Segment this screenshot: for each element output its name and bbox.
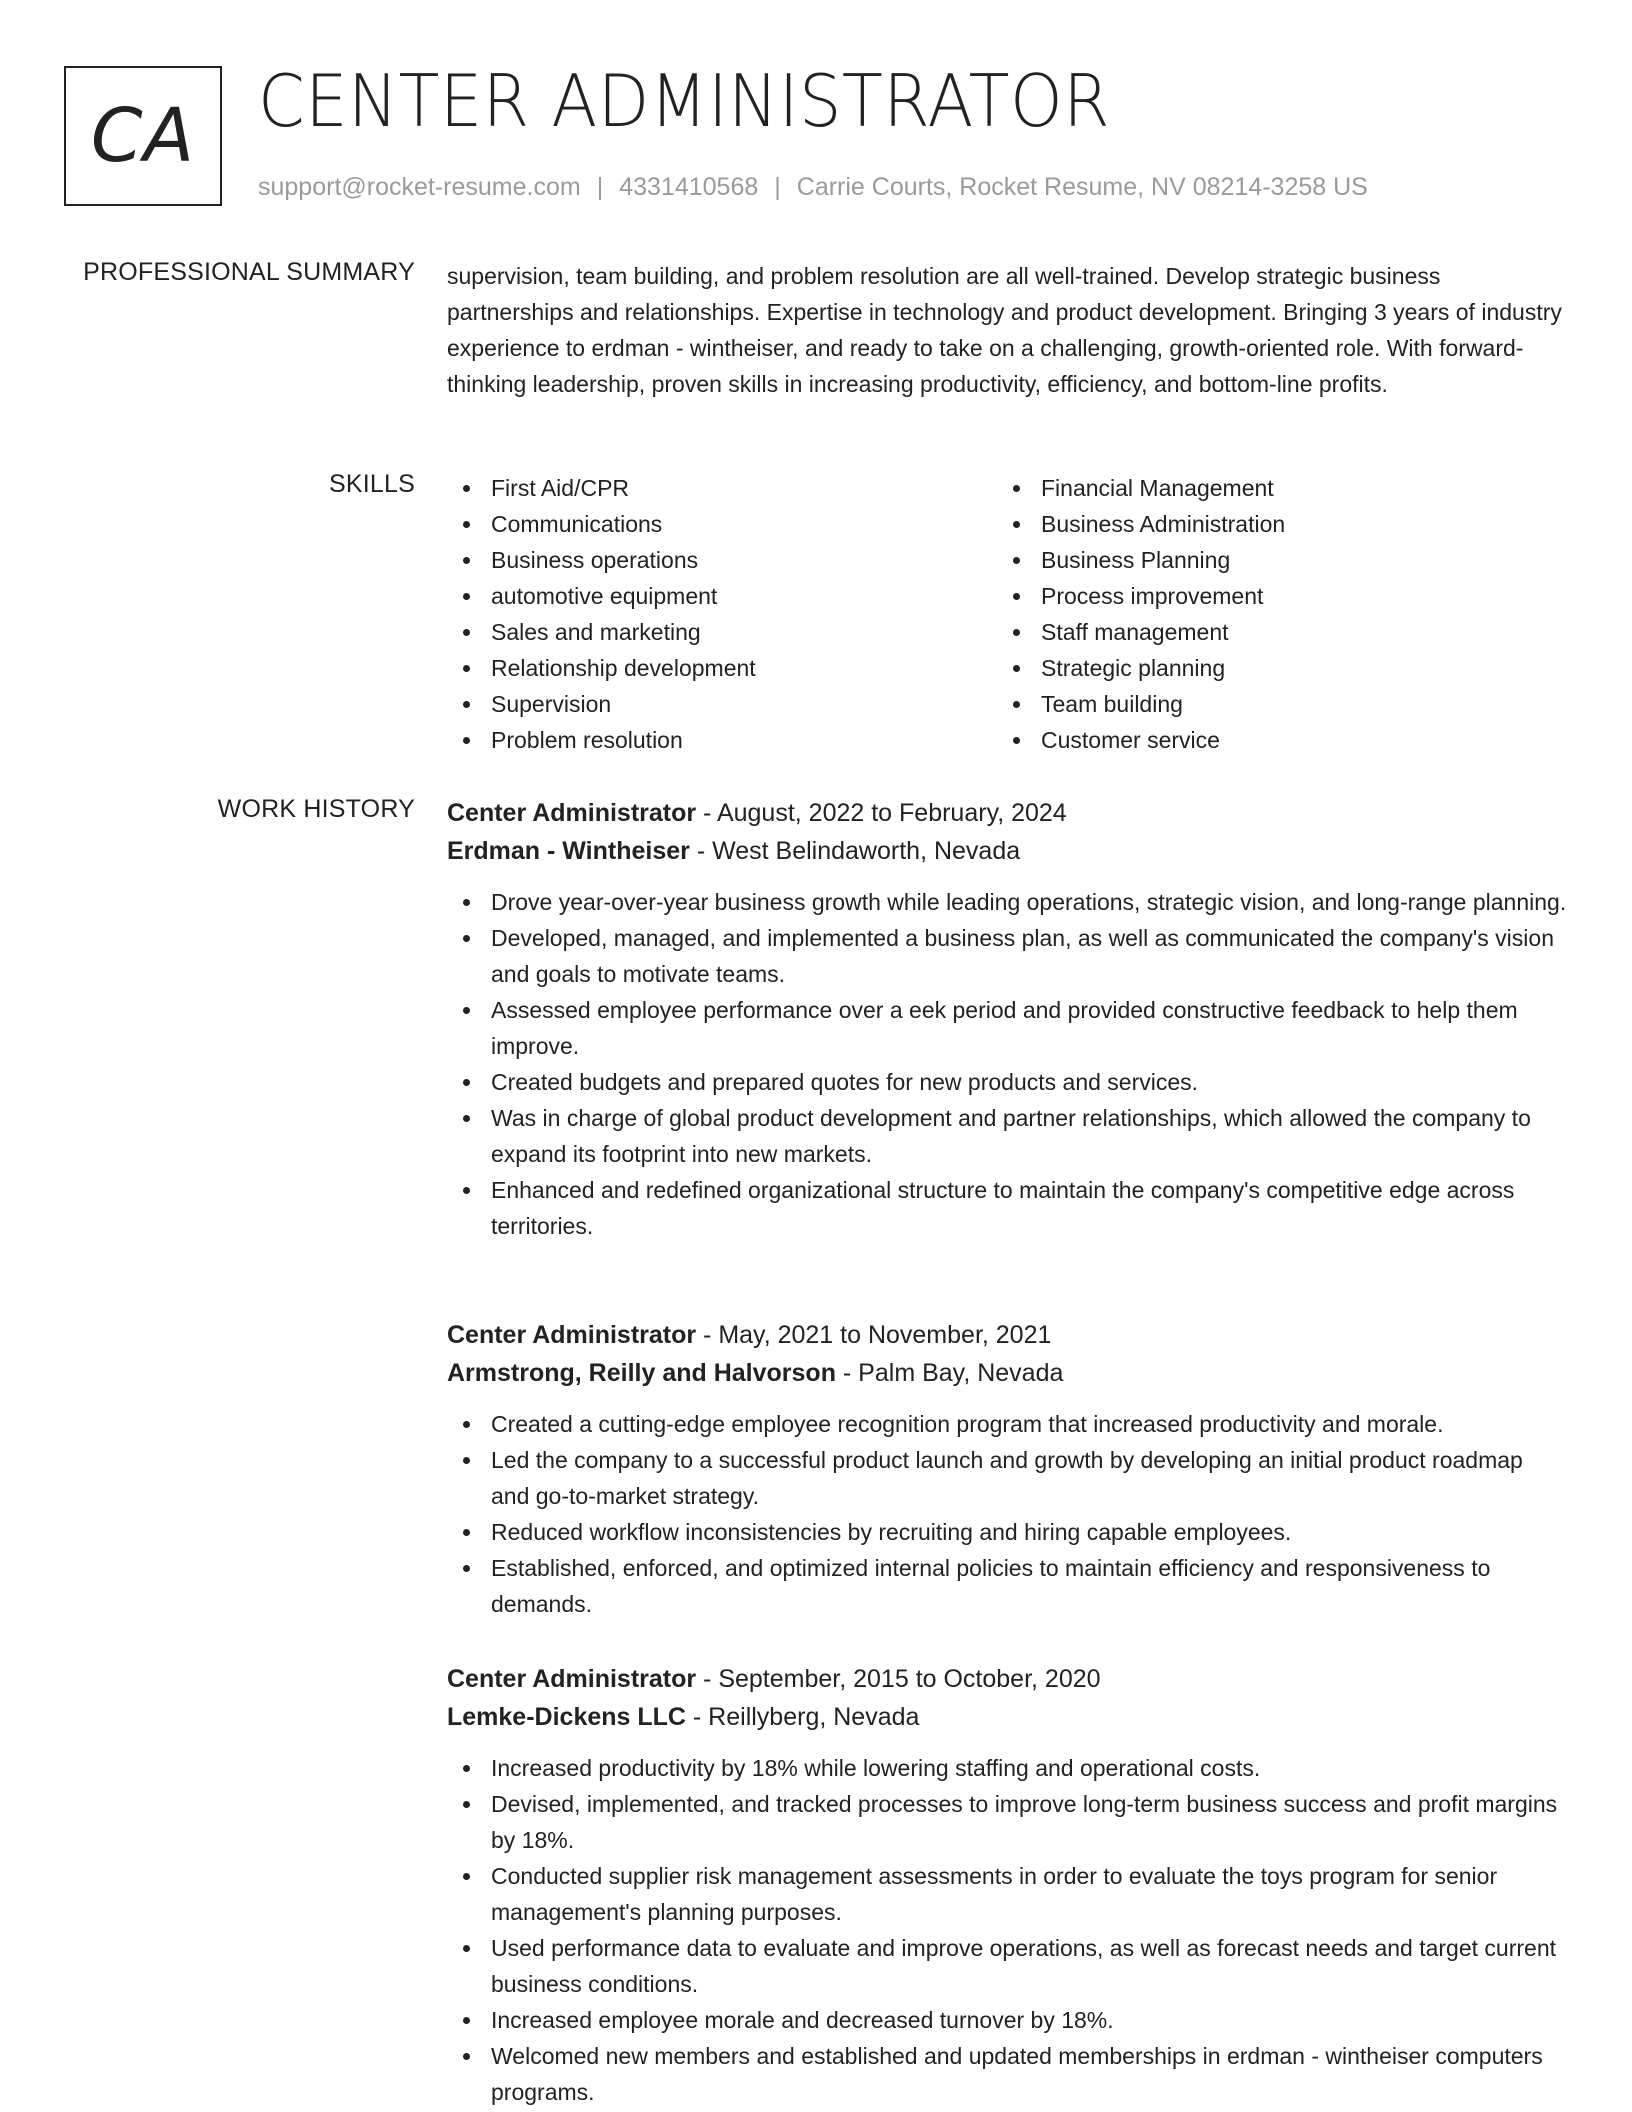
job-company: Armstrong, Reilly and Halvorson (447, 1359, 836, 1387)
summary-body (447, 258, 1567, 402)
skill-item: Business Planning (997, 542, 1547, 578)
job-bullet: Drove year-over-year business growth while leading operations, strategic vision, and long-range planning. (447, 884, 1567, 920)
skills-columns (447, 470, 1567, 758)
job-location: - Reillyberg, Nevada (685, 1703, 920, 1731)
skill-item: Business operations (447, 542, 997, 578)
job-company-line (447, 832, 1567, 870)
skill-item: Business Administration (997, 506, 1547, 542)
job-bullet: Established, enforced, and optimized internal policies to maintain efficiency and responsiveness to demands. (447, 1550, 1567, 1622)
job-title-line (447, 794, 1567, 832)
job-company-line (447, 1354, 1567, 1392)
skills-list-right (997, 470, 1547, 758)
skill-item: Staff management (997, 614, 1547, 650)
job-title-line (447, 1316, 1567, 1354)
skill-item: Sales and marketing (447, 614, 997, 650)
job-company-line (447, 1698, 1567, 1736)
skills-list-left (447, 470, 997, 758)
job-bullet: Created budgets and prepared quotes for new products and services. (447, 1064, 1567, 1100)
contact-phone[interactable]: 4331410568 (619, 173, 759, 201)
skill-item: Supervision (447, 686, 997, 722)
contact-separator: | (596, 173, 604, 201)
contact-address: Carrie Courts, Rocket Resume, NV 08214-3258 US (796, 173, 1368, 201)
job-bullet: Used performance data to evaluate and improve operations, as well as forecast needs and target current business conditions. (447, 1930, 1567, 2002)
job-bullet: Was in charge of global product development and partner relationships, which allowed the company to expand its footprint into new markets. (447, 1100, 1567, 1172)
skill-item: Team building (997, 686, 1547, 722)
job-location: - West Belindaworth, Nevada (689, 837, 1021, 865)
job-bullet: Enhanced and redefined organizational structure to maintain the company's competitive edge across territories. (447, 1172, 1567, 1244)
skill-item: Process improvement (997, 578, 1547, 614)
job-bullet: Assessed employee performance over a eek period and provided constructive feedback to help them improve. (447, 992, 1567, 1064)
job-bullet: Reduced workflow inconsistencies by recruiting and hiring capable employees. (447, 1514, 1567, 1550)
summary-text: supervision, team building, and problem resolution are all well-trained. Develop strategic business partnerships and relationships. Expertise in technology and product development. Bringing 3 years of industry experience to erdman - wintheiser, and ready to take on a challenging, growth-oriented role. With forward-thinking leadership, proven skills in increasing productivity, efficiency, and bottom-line profits. (447, 263, 1562, 397)
summary-heading: PROFESSIONAL SUMMARY (83, 258, 415, 286)
skill-item: Communications (447, 506, 997, 542)
job-entry (447, 1660, 1567, 2110)
job-dates: - August, 2022 to February, 2024 (696, 799, 1067, 827)
skill-item: First Aid/CPR (447, 470, 997, 506)
contact-separator: | (774, 173, 781, 201)
job-entry (447, 794, 1567, 1244)
job-bullet: Welcomed new members and established and updated memberships in erdman - wintheiser computers programs. (447, 2038, 1567, 2110)
contact-line (258, 173, 1368, 202)
job-bullet: Increased productivity by 18% while lowering staffing and operational costs. (447, 1750, 1567, 1786)
job-bullets (447, 1750, 1567, 2110)
contact-email[interactable]: support@rocket-resume.com (258, 173, 581, 201)
job-title: Center Administrator (447, 799, 697, 827)
job-bullets (447, 884, 1567, 1244)
monogram-box (64, 66, 222, 206)
job-title: Center Administrator (447, 1665, 697, 1693)
job-dates: - May, 2021 to November, 2021 (696, 1321, 1052, 1349)
resume-title: CENTER ADMINISTRATOR (258, 59, 1111, 143)
skill-item: Financial Management (997, 470, 1547, 506)
skill-item: Strategic planning (997, 650, 1547, 686)
job-location: - Palm Bay, Nevada (835, 1359, 1064, 1387)
work-history-heading: WORK HISTORY (217, 795, 415, 823)
job-bullet: Led the company to a successful product launch and growth by developing an initial product roadmap and go-to-market strategy. (447, 1442, 1567, 1514)
job-title: Center Administrator (447, 1321, 697, 1349)
job-entry (447, 1316, 1567, 1622)
monogram-initials: CA (90, 93, 196, 179)
job-company: Lemke-Dickens LLC (447, 1703, 686, 1731)
skill-item: Problem resolution (447, 722, 997, 758)
job-title-line (447, 1660, 1567, 1698)
job-bullet: Devised, implemented, and tracked processes to improve long-term business success and profit margins by 18%. (447, 1786, 1567, 1858)
job-dates: - September, 2015 to October, 2020 (696, 1665, 1101, 1693)
job-bullets (447, 1406, 1567, 1622)
skill-item: Customer service (997, 722, 1547, 758)
skills-heading: SKILLS (329, 470, 415, 498)
job-bullet: Conducted supplier risk management assessments in order to evaluate the toys program for senior management's planning purposes. (447, 1858, 1567, 1930)
job-bullet: Created a cutting-edge employee recognition program that increased productivity and morale. (447, 1406, 1567, 1442)
job-company: Erdman - Wintheiser (447, 837, 690, 865)
job-bullet: Increased employee morale and decreased turnover by 18%. (447, 2002, 1567, 2038)
skill-item: Relationship development (447, 650, 997, 686)
job-bullet: Developed, managed, and implemented a business plan, as well as communicated the company's vision and goals to motivate teams. (447, 920, 1567, 992)
skill-item: automotive equipment (447, 578, 997, 614)
